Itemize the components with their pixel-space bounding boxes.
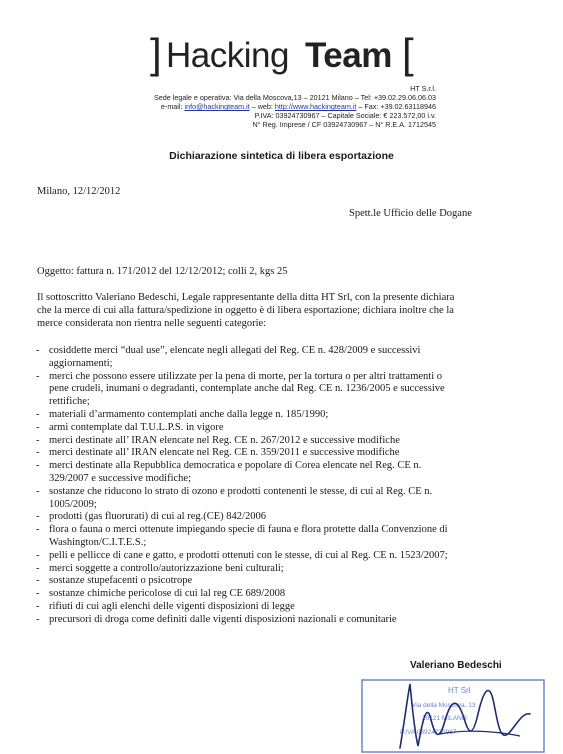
document-title: Dichiarazione sintetica di libera esportazione	[169, 150, 394, 162]
letterhead-vat: P.IVA: 03924730967 – Capitale Sociale: € 223.572,00 i.v.	[254, 111, 436, 120]
list-item	[0, 563, 563, 576]
signatory-name: Valeriano Bedeschi	[410, 660, 502, 671]
letterhead-address: Sede legale e operativa: Via della Moscova,13 – 20121 Milano – Tel: +39.02.29.06.06.03	[153, 93, 436, 102]
stamp-line: Via della Moscova, 13	[412, 702, 476, 709]
bullet-dash: -	[36, 408, 40, 420]
bullet-dash: -	[36, 549, 40, 561]
company-logo	[150, 30, 430, 77]
item-text: merci destinate alla Repubblica democratica e popolare di Corea elencate nel Reg. CE n.	[49, 460, 422, 472]
list-item	[0, 460, 563, 486]
intro-line: merce considerata non rientra nelle seguenti categorie:	[37, 317, 267, 329]
bullet-dash: -	[36, 447, 40, 459]
bullet-dash: -	[36, 460, 40, 472]
list-item	[0, 422, 563, 435]
letterhead-registry: N° Reg. Imprese / CF 03924730967 – N° R.E.A. 1712545	[252, 120, 436, 129]
item-text: aggiornamenti;	[49, 357, 113, 369]
item-text: flora o fauna o merci ottenute impiegando specie di fauna e flora protette dalla Convenzione di	[49, 524, 448, 536]
item-text: pene crudeli, inumani o degradanti, contemplate anche dal Reg. CE n. 1236/2005 e successive	[49, 383, 445, 395]
item-text: rifiuti di cui agli elenchi delle vigenti disposizioni di legge	[49, 600, 295, 612]
bullet-dash: -	[36, 345, 40, 356]
bullet-dash: -	[36, 562, 40, 574]
bullet-dash: -	[36, 575, 40, 587]
stamp-line: 20121 MILANO	[422, 715, 467, 722]
website-link[interactable]: http://www.hackingteam.it	[274, 102, 357, 111]
intro-line: che la merce di cui alla fattura/spedizione in oggetto è di libera esportazione; dichiara inoltre che la	[37, 304, 454, 316]
logo-bracket-right: [	[402, 30, 414, 77]
item-text: precursori di droga come definiti dalle vigenti disposizioni nazionali e comunitarie	[49, 613, 397, 625]
bullet-dash: -	[36, 524, 40, 536]
list-item	[0, 524, 563, 550]
bullet-dash: -	[36, 421, 40, 433]
item-text: sostanze stupefacenti o psicotrope	[49, 575, 193, 587]
subject-line: Oggetto: fattura n. 171/2012 del 12/12/2012; colli 2, kgs 25	[37, 266, 288, 277]
list-item	[0, 511, 563, 524]
bullet-dash: -	[36, 613, 40, 625]
list-item	[0, 486, 563, 512]
item-text: 1005/2009;	[49, 498, 97, 510]
bullet-dash: -	[36, 588, 40, 600]
item-text: armi contemplate dal T.U.L.P.S. in vigore	[49, 421, 224, 433]
letterhead-contacts	[161, 102, 436, 111]
bullet-dash: -	[36, 600, 40, 612]
web-label: – web:	[249, 102, 275, 111]
logo-text-bold: Team	[305, 36, 392, 75]
list-item	[0, 614, 563, 627]
logo-bracket-left: ]	[150, 30, 162, 77]
list-item	[0, 588, 563, 601]
intro-line: Il sottoscritto Valeriano Bedeschi, Legale rappresentante della ditta HT Srl, con la presente dichiara	[37, 292, 455, 303]
letterhead-company: HT S.r.l.	[410, 84, 436, 93]
fax-text: – Fax: +39.02.63118946	[356, 102, 436, 111]
bullet-dash: -	[36, 370, 40, 382]
stamp-line: HT Srl	[448, 686, 471, 695]
recipient: Spett.le Ufficio delle Dogane	[349, 208, 472, 219]
item-text: 329/2007 e successive modifiche;	[49, 472, 192, 484]
list-item	[0, 447, 563, 460]
bullet-dash: -	[36, 485, 40, 497]
logo-text-light: Hacking	[166, 36, 289, 75]
list-item	[0, 601, 563, 614]
list-item	[0, 345, 563, 371]
item-text: merci soggette a controllo/autorizzazione beni culturali;	[49, 562, 284, 574]
item-text: materiali d’armamento contemplati anche dalla legge n. 185/1990;	[49, 408, 329, 420]
intro-paragraph	[37, 292, 515, 330]
item-text: cosiddette merci “dual use”, elencate negli allegati del Reg. CE n. 428/2009 e successivi	[49, 345, 421, 356]
email-link[interactable]: info@hackingteam.it	[184, 102, 250, 111]
list-item	[0, 371, 563, 409]
list-item	[0, 550, 563, 563]
item-text: merci destinate all’ IRAN elencate nel Reg. CE n. 359/2011 e successive modifiche	[49, 447, 400, 459]
exclusion-list	[0, 345, 563, 627]
item-text: Washington/C.I.T.E.S.;	[49, 536, 147, 548]
stamp-line: P.IVA 03924730967	[400, 729, 457, 736]
item-text: sostanze che riducono lo strato di ozono e prodotti contenenti le stesse, di cui al Reg. CE n.	[49, 485, 433, 497]
list-item	[0, 575, 563, 588]
bullet-dash: -	[36, 511, 40, 523]
place-date: Milano, 12/12/2012	[37, 186, 121, 197]
email-label: e-mail:	[160, 102, 185, 111]
item-text: prodotti (gas fluorurati) di cui al reg.(CE) 842/2006	[49, 511, 266, 523]
list-item	[0, 409, 563, 422]
item-text: rettifiche;	[49, 396, 90, 408]
item-text: merci destinate all’ IRAN elencate nel Reg. CE n. 267/2012 e successive modifiche	[49, 434, 400, 446]
item-text: sostanze chimiche pericolose di cui lal reg CE 689/2008	[49, 588, 286, 600]
item-text: merci che possono essere utilizzate per la pena di morte, per la tortura o per altri trattamenti o	[49, 370, 443, 382]
item-text: pelli e pellicce di cane e gatto, e prodotti ottenuti con le stesse, di cui al Reg. CE n. 1523/2007;	[49, 549, 448, 561]
list-item	[0, 435, 563, 448]
bullet-dash: -	[36, 434, 40, 446]
company-stamp	[360, 674, 546, 754]
